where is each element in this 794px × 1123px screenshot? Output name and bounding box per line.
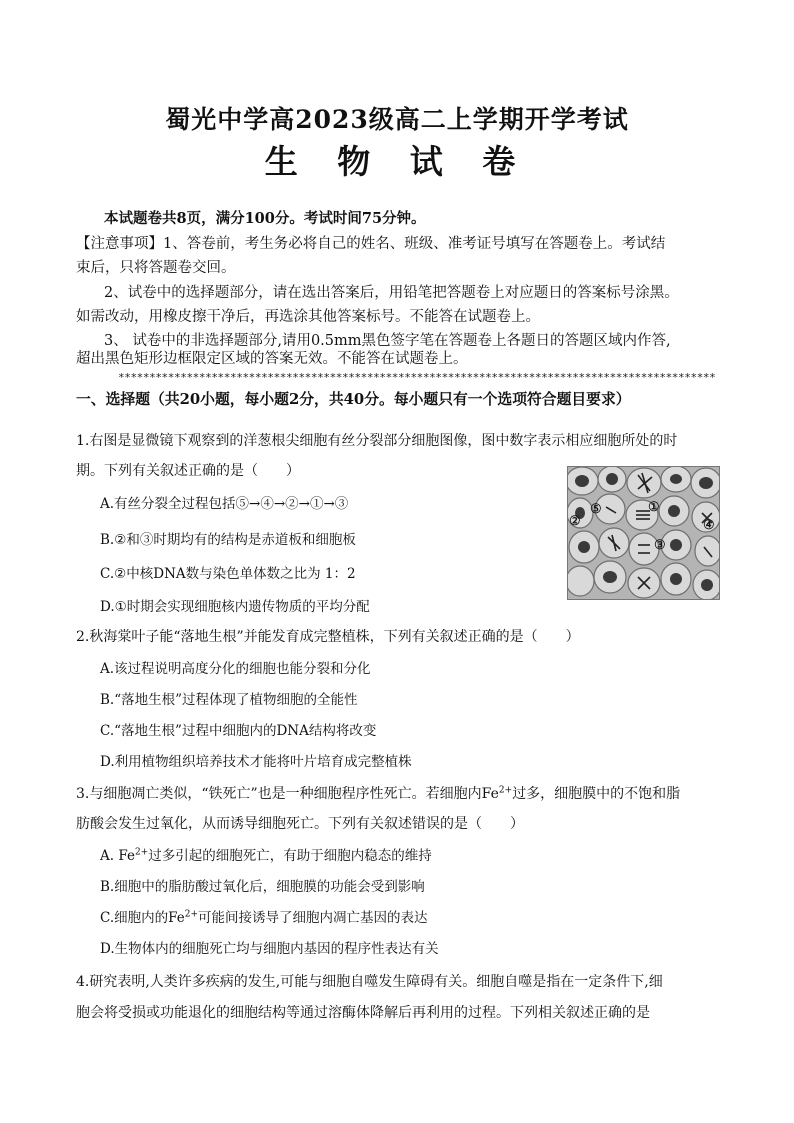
notice-3b: 超出黑色矩形边框限定区域的答案无效。不能答在试题卷上。: [76, 351, 468, 367]
notice-2a: 2、试卷中的选择题部分，请在选出答案后，用铅笔把答题卷上对应题日的答案标号涂黑。: [104, 285, 679, 301]
notice-1a: 【注意事项】1、答卷前，考生务必将自己的姓名、班级、准考证号填写在答题卷上。考试结: [76, 236, 666, 252]
q1-stem-b: 期。下列有关叙述正确的是（ ）: [76, 463, 300, 479]
q2-option-d: D.利用植物组织培养技术才能将叶片培育成完整植株: [100, 754, 412, 770]
exam-info: 本试题卷共8页，满分100分。考试时间75分钟。: [104, 210, 426, 227]
q4-stem-a: 4.研究表明,人类许多疾病的发生,可能与细胞自噬发生障碍有关。细胞自噬是指在一定条件下,细: [76, 974, 663, 990]
q3-stem-a-part2: 过多，细胞膜中的不饱和脂: [512, 786, 681, 802]
figure-label-2: ②: [569, 514, 581, 529]
q2-option-a: A.该过程说明高度分化的细胞也能分裂和分化: [100, 661, 371, 677]
q1-option-d: D.①时期会实现细胞核内遗传物质的平均分配: [100, 599, 370, 615]
q1-option-b: B.②和③时期均有的结构是赤道板和细胞板: [100, 532, 356, 548]
q3-option-b: B.细胞中的脂肪酸过氧化后，细胞膜的功能会受到影响: [100, 879, 425, 895]
figure-label-4: ④: [703, 518, 715, 533]
q4-stem-b: 胞会将受损或功能退化的细胞结构等通过溶酶体降解后再利用的过程。下列相关叙述正确的是: [76, 1005, 650, 1021]
figure-label-1: ①: [648, 500, 660, 515]
notice-2b: 如需改动，用橡皮擦干净后，再选涂其他答案标号。不能答在试题卷上。: [76, 309, 540, 325]
section-heading: 一、选择题（共20小题，每小题2分，共40分。每小题只有一个选项符合题目要求）: [76, 391, 631, 408]
q3-stem-a-sup: 2+: [498, 785, 513, 796]
figure-label-3: ③: [654, 538, 666, 553]
subject-title: 生 物 试 卷: [264, 142, 530, 181]
q3-option-d: D.生物体内的细胞死亡均与细胞内基因的程序性表达有关: [100, 941, 439, 957]
q3-option-a: [100, 846, 432, 866]
q3-option-c-part1: C.细胞内的Fe: [100, 910, 185, 926]
q1-stem-a: 1.右图是显微镜下观察到的洋葱根尖细胞有丝分裂部分细胞图像，图中数字表示相应细胞所处的时: [76, 433, 678, 449]
q3-stem-b: 肪酸会发生过氧化，从而诱导细胞死亡。下列有关叙述错误的是（ ）: [76, 816, 524, 832]
q1-option-c: C.②中核DNA数与染色单体数之比为 1：2: [100, 566, 356, 582]
notice-1b: 束后，只将答题卷交回。: [76, 260, 236, 276]
school-exam-title: 蜀光中学高2023级高二上学期开学考试: [165, 105, 629, 134]
q3-option-c-part2: 可能间接诱导了细胞内凋亡基因的表达: [198, 910, 428, 926]
notice-3a: 3、 试卷中的非选择题部分,请用0.5mm黑色签字笔在答题卷上各题日的答题区域内作答,: [104, 333, 671, 349]
q3-stem-a: [76, 784, 680, 804]
q3-option-a-part2: 过多引起的细胞死亡，有助于细胞内稳态的维持: [148, 848, 432, 864]
micrograph-figure: [567, 466, 720, 600]
q3-option-c-sup: 2+: [184, 909, 199, 920]
separator-line: ************************************************************************************************: [118, 371, 716, 384]
q3-option-a-part1: A. Fe: [100, 848, 135, 864]
q2-option-b: B.“落地生根”过程体现了植物细胞的全能性: [100, 692, 358, 708]
figure-label-5: ⑤: [590, 502, 602, 517]
q2-option-c: C.“落地生根”过程中细胞内的DNA结构将改变: [100, 723, 377, 739]
q3-option-c: [100, 908, 428, 928]
q3-option-a-sup: 2+: [134, 847, 149, 858]
onion-root-tip-cells-image: [568, 467, 719, 599]
q1-option-a: A.有丝分裂全过程包括⑤→④→②→①→③: [100, 496, 349, 512]
q3-stem-a-part1: 3.与细胞凋亡类似，“铁死亡”也是一种细胞程序性死亡。若细胞内Fe: [76, 786, 499, 802]
q2-stem: 2.秋海棠叶子能“落地生根”并能发育成完整植株，下列有关叙述正确的是（ ）: [76, 629, 580, 645]
